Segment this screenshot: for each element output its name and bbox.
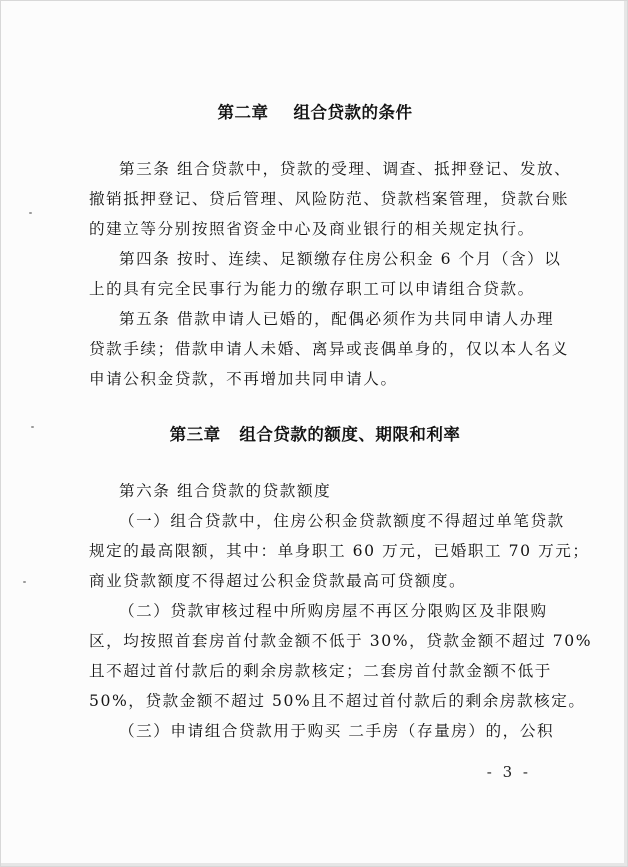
article-6-para-2-line-1: （二）贷款审核过程中所购房屋不再区分限购区及非限购	[119, 602, 548, 620]
article-6-para-1-line-2: 规定的最高限额，其中：单身职工 60 万元，已婚职工 70 万元；	[89, 542, 590, 560]
article-6-para-2-line-2: 区，均按照首套房首付款金额不低于 30%，贷款金额不超过 70%	[89, 632, 593, 650]
scan-speck	[29, 212, 32, 214]
article-4-line-2: 上的具有完全民事行为能力的缴存职工可以申请组合贷款。	[89, 280, 535, 298]
scan-speck	[23, 581, 26, 583]
article-3-line-1: 第三条 组合贷款中，贷款的受理、调查、抵押登记、发放、	[119, 160, 572, 178]
chapter-2-title: 第二章 组合贷款的条件	[217, 103, 413, 122]
chapter-3-title: 第三章 组合贷款的额度、期限和利率	[169, 425, 461, 444]
article-5-line-1: 第五条 借款申请人已婚的，配偶必须作为共同申请人办理	[119, 310, 555, 328]
article-6-para-2-line-4: 50%，贷款金额不超过 50%且不超过首付款后的剩余房款核定。	[89, 692, 586, 710]
article-6-para-3-line-1: （三）申请组合贷款用于购买 二手房（存量房）的，公积	[119, 722, 555, 740]
article-6-para-2-line-3: 且不超过首付款后的剩余房款核定；二套房首付款金额不低于	[89, 662, 552, 680]
article-6-heading: 第六条 组合贷款的贷款额度	[119, 482, 332, 500]
article-5-line-3: 申请公积金贷款，不再增加共同申请人。	[89, 370, 398, 388]
article-5-line-2: 贷款手续；借款申请人未婚、离异或丧偶单身的，仅以本人名义	[89, 340, 570, 358]
article-4-line-1: 第四条 按时、连续、足额缴存住房公积金 6 个月（含）以	[119, 250, 562, 268]
article-3-line-2: 撤销抵押登记、贷后管理、风险防范、贷款档案管理，贷款台账	[89, 190, 570, 208]
article-6-para-1-line-3: 商业贷款额度不得超过公积金贷款最高可贷额度。	[89, 572, 467, 590]
article-3-line-3: 的建立等分别按照省资金中心及商业银行的相关规定执行。	[89, 220, 535, 238]
page-number: - 3 -	[486, 763, 531, 781]
article-6-para-1-line-1: （一）组合贷款中，住房公积金贷款额度不得超过单笔贷款	[119, 512, 565, 530]
